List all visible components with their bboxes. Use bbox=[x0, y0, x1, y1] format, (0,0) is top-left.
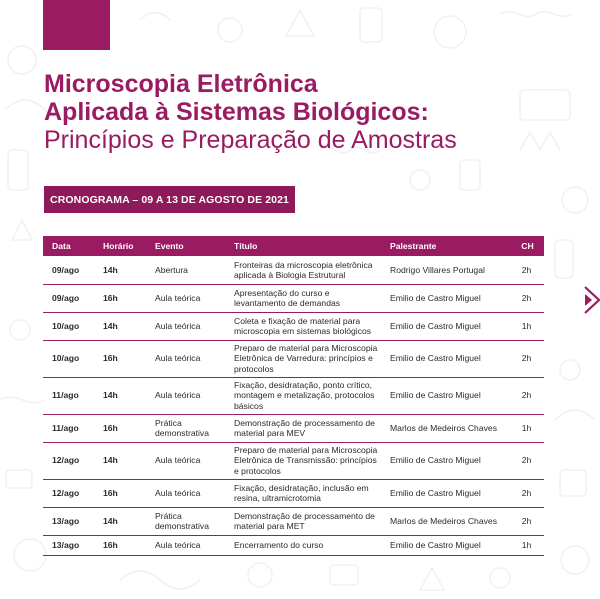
title-line-1: Microscopia Eletrônica bbox=[44, 70, 318, 98]
header-horario: Horário bbox=[94, 236, 146, 256]
cell-horario: 14h bbox=[94, 507, 146, 535]
cell-palestrante: Emilio de Castro Miguel bbox=[381, 340, 511, 377]
cell-evento: Prática demonstrativa bbox=[146, 507, 225, 535]
cell-horario: 16h bbox=[94, 414, 146, 442]
cell-horario: 14h bbox=[94, 377, 146, 414]
cell-horario: 14h bbox=[94, 442, 146, 479]
table-row bbox=[43, 284, 544, 312]
cell-data: 09/ago bbox=[43, 256, 94, 284]
page-title bbox=[44, 70, 564, 154]
table-row bbox=[43, 256, 544, 284]
cell-evento: Aula teórica bbox=[146, 340, 225, 377]
cell-palestrante: Emilio de Castro Miguel bbox=[381, 377, 511, 414]
header-ch: CH bbox=[511, 236, 544, 256]
next-arrow-icon[interactable] bbox=[584, 286, 600, 314]
cell-horario: 14h bbox=[94, 256, 146, 284]
header-titulo: Título bbox=[225, 236, 381, 256]
cell-data: 09/ago bbox=[43, 284, 94, 312]
cell-titulo: Apresentação do curso e levantamento de demandas bbox=[225, 284, 381, 312]
cell-ch: 2h bbox=[511, 340, 544, 377]
cell-ch: 2h bbox=[511, 479, 544, 507]
table-row bbox=[43, 377, 544, 414]
cell-evento: Aula teórica bbox=[146, 479, 225, 507]
title-line-2: Aplicada à Sistemas Biológicos: bbox=[44, 98, 429, 126]
cell-ch: 2h bbox=[511, 377, 544, 414]
cell-data: 10/ago bbox=[43, 312, 94, 340]
cell-data: 10/ago bbox=[43, 340, 94, 377]
title-line-3: Princípios e Preparação de Amostras bbox=[44, 126, 457, 154]
cell-palestrante: Emilio de Castro Miguel bbox=[381, 442, 511, 479]
cell-palestrante: Marlos de Medeiros Chaves bbox=[381, 507, 511, 535]
schedule-banner: CRONOGRAMA – 09 A 13 DE AGOSTO DE 2021 bbox=[44, 186, 295, 213]
header-data: Data bbox=[43, 236, 94, 256]
table-header-row bbox=[43, 236, 544, 256]
cell-palestrante: Emilio de Castro Miguel bbox=[381, 312, 511, 340]
cell-ch: 2h bbox=[511, 284, 544, 312]
table-row bbox=[43, 479, 544, 507]
cell-titulo: Preparo de material para Microscopia Eletrônica de Varredura: princípios e protocolos bbox=[225, 340, 381, 377]
table-row bbox=[43, 312, 544, 340]
schedule-table bbox=[43, 236, 544, 556]
cell-titulo: Coleta e fixação de material para microscopia em sistemas biológicos bbox=[225, 312, 381, 340]
cell-palestrante: Marlos de Medeiros Chaves bbox=[381, 414, 511, 442]
cell-evento: Prática demonstrativa bbox=[146, 414, 225, 442]
cell-horario: 16h bbox=[94, 284, 146, 312]
cell-palestrante: Rodrigo Villares Portugal bbox=[381, 256, 511, 284]
cell-evento: Abertura bbox=[146, 256, 225, 284]
table-row bbox=[43, 535, 544, 555]
cell-data: 11/ago bbox=[43, 377, 94, 414]
cell-evento: Aula teórica bbox=[146, 312, 225, 340]
cell-titulo: Demonstração de processamento de material para MET bbox=[225, 507, 381, 535]
cell-ch: 1h bbox=[511, 535, 544, 555]
table-row bbox=[43, 340, 544, 377]
cell-ch: 1h bbox=[511, 312, 544, 340]
table-row bbox=[43, 442, 544, 479]
cell-palestrante: Emilio de Castro Miguel bbox=[381, 479, 511, 507]
cell-horario: 16h bbox=[94, 479, 146, 507]
cell-titulo: Preparo de material para Microscopia Eletrônica de Transmissão: princípios e protocolos bbox=[225, 442, 381, 479]
header-evento: Evento bbox=[146, 236, 225, 256]
cell-titulo: Encerramento do curso bbox=[225, 535, 381, 555]
cell-titulo: Demonstração de processamento de material para MEV bbox=[225, 414, 381, 442]
cell-palestrante: Emilio de Castro Miguel bbox=[381, 535, 511, 555]
table-row bbox=[43, 414, 544, 442]
cell-evento: Aula teórica bbox=[146, 377, 225, 414]
cell-palestrante: Emilio de Castro Miguel bbox=[381, 284, 511, 312]
cell-titulo: Fixação, desidratação, ponto crítico, montagem e metalização, protocolos básicos bbox=[225, 377, 381, 414]
cell-evento: Aula teórica bbox=[146, 535, 225, 555]
cell-data: 13/ago bbox=[43, 535, 94, 555]
cell-titulo: Fronteiras da microscopia eletrônica aplicada à Biologia Estrutural bbox=[225, 256, 381, 284]
cell-titulo: Fixação, desidratação, inclusão em resina, ultramicrotomia bbox=[225, 479, 381, 507]
cell-data: 13/ago bbox=[43, 507, 94, 535]
corner-accent-block bbox=[43, 0, 110, 50]
cell-horario: 16h bbox=[94, 535, 146, 555]
header-palestrante: Palestrante bbox=[381, 236, 511, 256]
cell-horario: 14h bbox=[94, 312, 146, 340]
cell-ch: 1h bbox=[511, 414, 544, 442]
cell-horario: 16h bbox=[94, 340, 146, 377]
cell-data: 11/ago bbox=[43, 414, 94, 442]
table-row bbox=[43, 507, 544, 535]
cell-data: 12/ago bbox=[43, 479, 94, 507]
cell-evento: Aula teórica bbox=[146, 442, 225, 479]
cell-ch: 2h bbox=[511, 507, 544, 535]
cell-data: 12/ago bbox=[43, 442, 94, 479]
cell-ch: 2h bbox=[511, 256, 544, 284]
cell-ch: 2h bbox=[511, 442, 544, 479]
cell-evento: Aula teórica bbox=[146, 284, 225, 312]
